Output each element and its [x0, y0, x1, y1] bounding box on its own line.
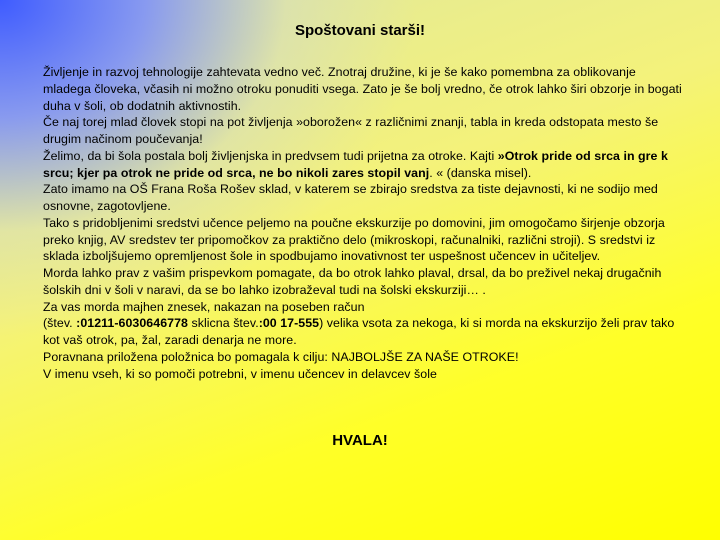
paragraph-signoff: V imenu vseh, ki so pomoči potrebni, v imenu učencev in delavcev šole	[43, 366, 437, 381]
paragraph-payment-slip: Poravnana priložena položnica bo pomagala k cilju: NAJBOLJŠE ZA NAŠE OTROKE!	[43, 349, 519, 364]
paragraph-fund: Zato imamo na OŠ Frana Roša Rošev sklad, v katerem se zbirajo sredstva za tiste dejavnosti, ki ne sodijo med osnovne, zagotovljene.	[43, 182, 658, 213]
paragraph-account	[43, 315, 683, 349]
letter-title: Spoštovani starši!	[294, 22, 426, 39]
danish-quote: »Otrok pride od srca in gre k srcu; kjer pa otrok ne pride od srca, ne bo nikoli zares stopil vanj	[43, 148, 668, 180]
reference-number: :00 17-555	[258, 316, 320, 331]
account-explanation: ) velika vsota za nekoga, ki si morda na ekskurzijo želi prav tako kot vaš otrok, pa, žal, zaradi denarja ne more.	[43, 316, 675, 347]
quote-attribution: . « (danska misel).	[429, 165, 532, 180]
paragraph-teaching: Če naj torej mlad človek stopi na pot življenja »oborožen« z različnimi znanji, tabla in kreda odstopata mesto še drugim načinom poučevanja!	[43, 115, 659, 146]
thanks-heading: HVALA!	[332, 432, 388, 449]
paragraph-intro: Življenje in razvoj tehnologije zahtevata vedno več. Znotraj družine, ki je še kako pomembna za oblikovanje mladega človeka, včasih ni možno otroku ponuditi vsega. Zato je še bolj vredno, če otrok lahko širi obzorje in bogati duha v šoli, ob dodatnih aktivnostih.	[43, 65, 682, 113]
reference-label: štev.	[233, 316, 259, 331]
paragraph-account-intro: Za vas morda majhen znesek, nakazan na poseben račun	[43, 299, 365, 314]
account-prefix: (štev.	[43, 316, 77, 331]
account-number: :01211-6030646778	[76, 316, 188, 331]
reference-prefix: sklicna	[187, 316, 234, 331]
paragraph-quote	[43, 148, 683, 182]
paragraph-usage: Tako s pridobljenimi sredstvi učence peljemo na poučne ekskurzije po domovini, jim omogočamo širjenje obzorja preko knjig, AV sredstev ter pripomočkov za praktično delo (mikroskopi, računalniki, različni stroji). S sredstvi iz sklada izboljšujemo opremljenost šole in spodbujamo inovativnost ter uspešnost učencev in učiteljev.	[43, 215, 665, 264]
paragraph-contribution: Morda lahko prav z vašim prispevkom pomagate, da bo otrok lahko plaval, drsal, da bo preživel nekaj drugačnih šolskih dni v šoli v naravi, da se bo lahko izobraževal tudi na šolski ekskurziji… .	[43, 266, 662, 297]
quote-lead-in: Želimo, da bi šola postala bolj življenjska in predvsem tudi prijetna za otroke. Kajti	[43, 148, 498, 163]
letter-body	[43, 64, 683, 382]
